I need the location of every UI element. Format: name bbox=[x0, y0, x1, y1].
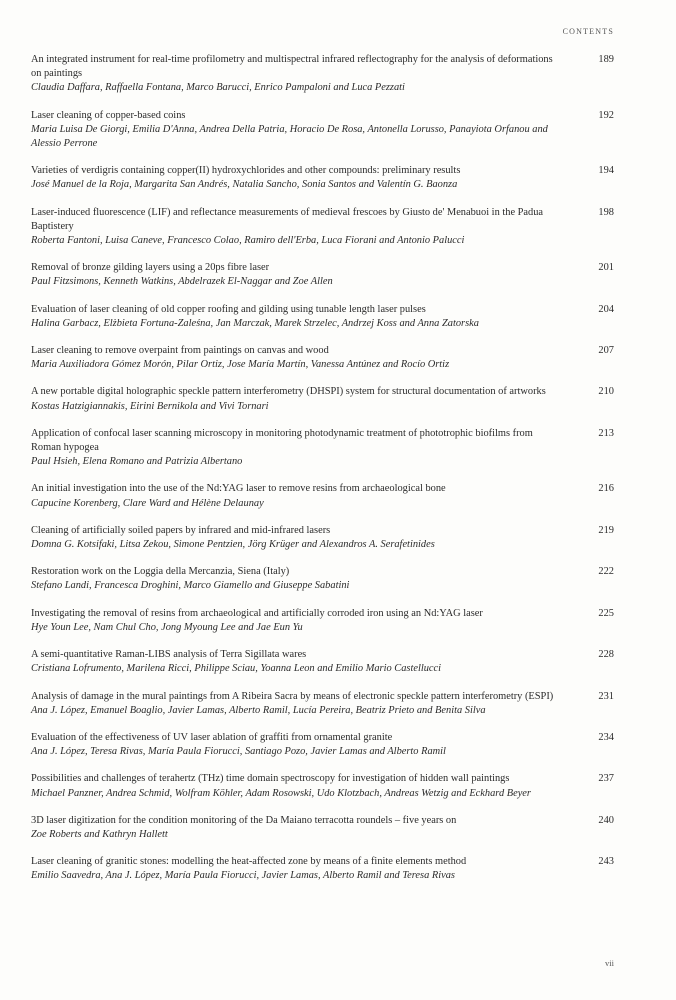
entry-authors: Paul Fitzsimons, Kenneth Watkins, Abdelrazek El-Naggar and Zoe Allen bbox=[31, 276, 333, 288]
entry-authors: Claudia Daffara, Raffaella Fontana, Marco Barucci, Enrico Pampaloni and Luca Pezzati bbox=[31, 82, 405, 94]
toc-entry bbox=[31, 109, 614, 152]
toc-entry bbox=[31, 427, 614, 470]
toc-entry bbox=[31, 53, 614, 96]
entry-title: Evaluation of laser cleaning of old copper roofing and gilding using tunable length laser pulses bbox=[31, 303, 426, 315]
entry-page-number: 194 bbox=[598, 165, 614, 177]
entry-page-number: 237 bbox=[598, 773, 614, 785]
entry-authors: Domna G. Kotsifaki, Litsa Zekou, Simone Pentzien, Jörg Krüger and Alexandros A. Serafetinides bbox=[31, 539, 435, 551]
toc-entry bbox=[31, 385, 614, 413]
toc-entry bbox=[31, 261, 614, 289]
entry-title: An initial investigation into the use of the Nd:YAG laser to remove resins from archaeological bone bbox=[31, 483, 446, 495]
entry-page-number: 219 bbox=[598, 524, 614, 536]
entry-authors: Emilio Saavedra, Ana J. López, María Paula Fiorucci, Javier Lamas, Alberto Ramil and Teresa Rivas bbox=[31, 870, 455, 882]
entry-title: Laser cleaning of granitic stones: modelling the heat-affected zone by means of a finite elements method bbox=[31, 856, 467, 868]
toc-entry bbox=[31, 814, 614, 842]
entry-title: Varieties of verdigris containing copper(II) hydroxychlorides and other compounds: preliminary results bbox=[31, 165, 461, 177]
entry-authors: Kostas Hatzigiannakis, Eirini Bernikola and Vivi Tornari bbox=[31, 400, 269, 412]
entry-page-number: 201 bbox=[598, 262, 614, 274]
entry-title: Evaluation of the effectiveness of UV laser ablation of graffiti from ornamental granite bbox=[31, 731, 393, 743]
toc-entry bbox=[31, 206, 614, 249]
entry-page-number: 216 bbox=[598, 483, 614, 495]
entry-page-number: 231 bbox=[598, 690, 614, 702]
entry-title: Investigating the removal of resins from archaeological and artificially corroded iron using an Nd:YAG laser bbox=[31, 607, 483, 619]
entry-page-number: 192 bbox=[598, 109, 614, 121]
entry-title: Possibilities and challenges of terahertz (THz) time domain spectroscopy for investigation of hidden wall paintings bbox=[31, 773, 510, 785]
entry-page-number: 189 bbox=[598, 54, 614, 65]
running-header: CONTENTS bbox=[562, 27, 614, 36]
entry-authors: Zoe Roberts and Kathryn Hallett bbox=[31, 828, 168, 840]
entry-authors: José Manuel de la Roja, Margarita San Andrés, Natalia Sancho, Sonia Santos and Valentín G. Baonza bbox=[31, 179, 458, 191]
entry-authors: Maria Luisa De Giorgi, Emilia D'Anna, Andrea Della Patria, Horacio De Rosa, Antonella Lorusso, Panayiota Orfanou and Alessio Perrone bbox=[31, 123, 548, 150]
entry-title: Laser-induced fluorescence (LIF) and reflectance measurements of medieval frescoes by Giusto de' Menabuoi in the Padua Baptistery bbox=[31, 206, 544, 232]
entry-authors: Hye Youn Lee, Nam Chul Cho, Jong Myoung Lee and Jae Eun Yu bbox=[31, 621, 303, 633]
entry-title: Removal of bronze gilding layers using a 20ps fibre laser bbox=[31, 262, 270, 274]
entry-authors: Halina Garbacz, Elżbieta Fortuna-Zaleśna, Jan Marczak, Marek Strzelec, Andrzej Koss and Anna Zatorska bbox=[31, 317, 479, 329]
entry-authors: Paul Hsieh, Elena Romano and Patrizia Albertano bbox=[31, 456, 243, 468]
toc-entry bbox=[31, 607, 614, 635]
toc-entry bbox=[31, 690, 614, 718]
entry-authors: Roberta Fantoni, Luisa Caneve, Francesco Colao, Ramiro dell'Erba, Luca Fiorani and Antonio Palucci bbox=[31, 235, 465, 247]
entry-title: Restoration work on the Loggia della Mercanzia, Siena (Italy) bbox=[31, 566, 290, 578]
entry-page-number: 228 bbox=[598, 649, 614, 661]
toc-entry bbox=[31, 855, 614, 883]
entry-authors: Stefano Landi, Francesca Droghini, Marco Giamello and Giuseppe Sabatini bbox=[31, 580, 350, 592]
entry-page-number: 204 bbox=[598, 303, 614, 315]
toc-entry bbox=[31, 482, 614, 510]
entry-authors: Capucine Korenberg, Clare Ward and Hélène Delaunay bbox=[31, 497, 264, 509]
entry-page-number: 240 bbox=[598, 814, 614, 826]
toc-entry bbox=[31, 303, 614, 331]
entry-page-number: 207 bbox=[598, 345, 614, 357]
entry-page-number: 225 bbox=[598, 607, 614, 619]
entry-page-number: 198 bbox=[598, 206, 614, 218]
entry-authors: Cristiana Lofrumento, Marilena Ricci, Philippe Sciau, Yoanna Leon and Emilio Mario Castellucci bbox=[31, 663, 442, 675]
entry-page-number: 210 bbox=[598, 386, 614, 398]
toc-entry bbox=[31, 344, 614, 372]
entry-title: An integrated instrument for real-time profilometry and multispectral infrared reflectography for the analysis of deformations on paintings bbox=[31, 54, 553, 80]
entry-title: A semi-quantitative Raman-LIBS analysis of Terra Sigillata wares bbox=[31, 649, 307, 661]
entry-title: Analysis of damage in the mural paintings from A Ribeira Sacra by means of electronic speckle pattern interferometry (ESPI) bbox=[31, 690, 554, 702]
entry-authors: Maria Auxiliadora Gómez Morón, Pilar Ortiz, Jose María Martín, Vanessa Antúnez and Rocío Ortiz bbox=[31, 359, 450, 371]
toc-entry bbox=[31, 524, 614, 552]
entry-page-number: 243 bbox=[598, 856, 614, 868]
entry-title: Laser cleaning of copper-based coins bbox=[31, 109, 186, 121]
entry-page-number: 213 bbox=[598, 427, 614, 439]
toc-entry bbox=[31, 164, 614, 192]
entry-title: 3D laser digitization for the condition monitoring of the Da Maiano terracotta roundels – five years on bbox=[31, 814, 457, 826]
toc-entry bbox=[31, 648, 614, 676]
toc-entry bbox=[31, 772, 614, 800]
toc-entry bbox=[31, 565, 614, 593]
entry-title: Cleaning of artificially soiled papers by infrared and mid-infrared lasers bbox=[31, 524, 331, 536]
entry-authors: Ana J. López, Emanuel Boaglio, Javier Lamas, Alberto Ramil, Lucía Pereira, Beatriz Prieto and Benita Silva bbox=[31, 704, 486, 716]
entry-authors: Ana J. López, Teresa Rivas, María Paula Fiorucci, Santiago Pozo, Javier Lamas and Alberto Ramil bbox=[31, 746, 446, 758]
entry-page-number: 234 bbox=[598, 731, 614, 743]
entry-page-number: 222 bbox=[598, 566, 614, 578]
table-of-contents bbox=[31, 53, 614, 897]
toc-entry bbox=[31, 731, 614, 759]
entry-authors: Michael Panzner, Andrea Schmid, Wolfram Köhler, Adam Rosowski, Udo Klotzbach, Andreas Wetzig and Eckhard Beyer bbox=[31, 787, 531, 799]
entry-title: A new portable digital holographic speckle pattern interferometry (DHSPI) system for structural documentation of artworks bbox=[31, 386, 546, 398]
entry-title: Laser cleaning to remove overpaint from paintings on canvas and wood bbox=[31, 345, 329, 357]
entry-title: Application of confocal laser scanning microscopy in monitoring photodynamic treatment of phototrophic biofilms from Roman hypogea bbox=[31, 427, 533, 454]
page-folio: vii bbox=[605, 958, 614, 968]
